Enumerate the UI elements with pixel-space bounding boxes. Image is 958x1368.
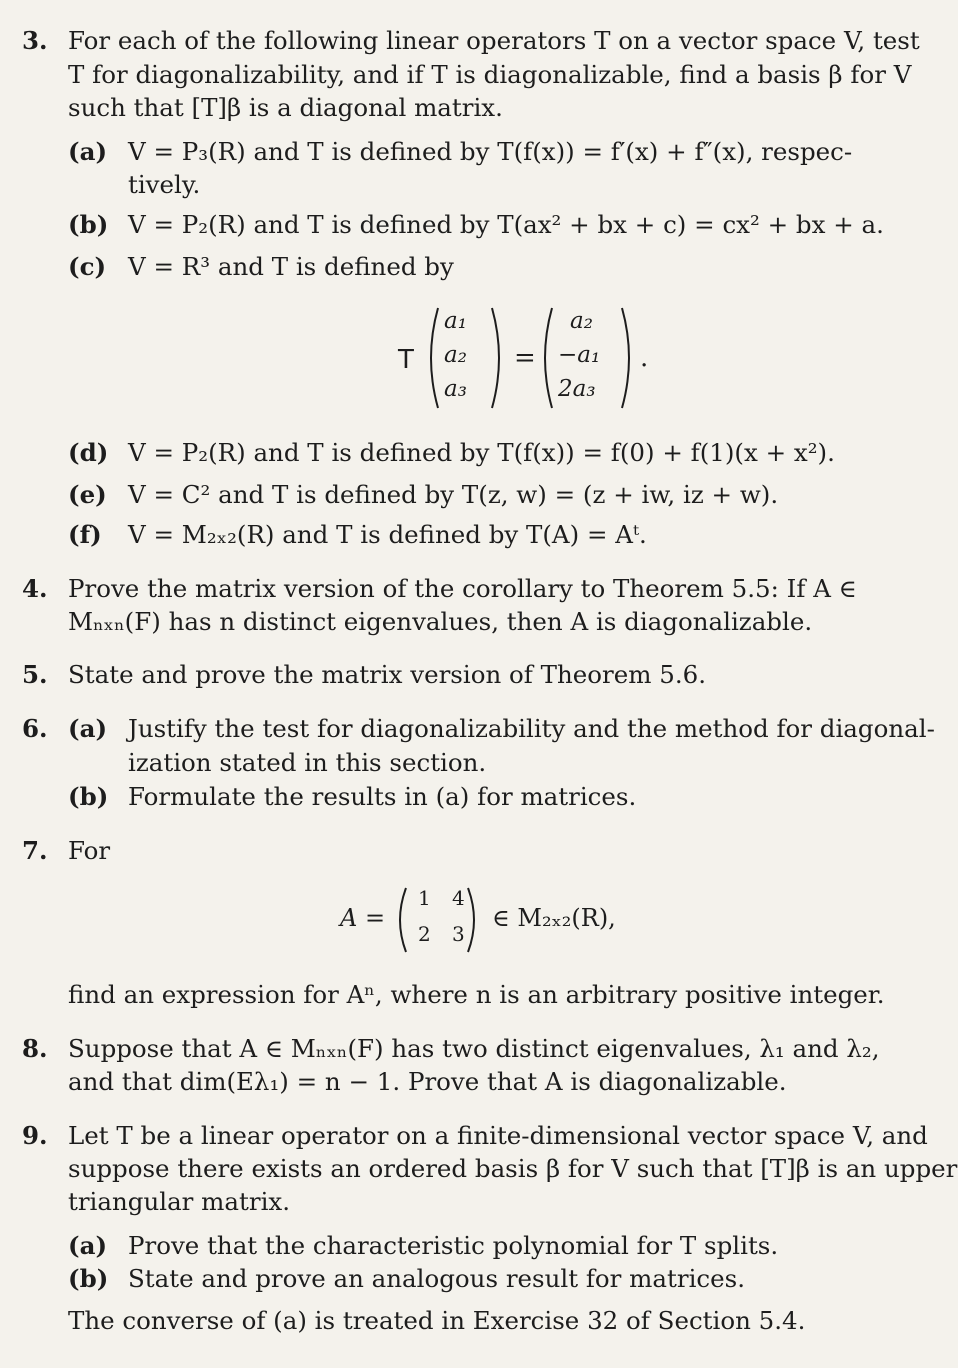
part-label: (a) xyxy=(68,137,108,166)
part-label: (b) xyxy=(68,210,109,239)
matrix-A-definition xyxy=(340,884,670,956)
part-text: V = M₂ₓ₂(R) and T is defined by T(A) = Aᵗ. xyxy=(128,520,647,549)
matrix-entry: 2 xyxy=(418,922,431,946)
matrix-entry: 1 xyxy=(418,886,431,910)
exercise-text-line: triangular matrix. xyxy=(68,1187,291,1216)
part-label: (a) xyxy=(68,714,108,743)
exercise-text-line: Suppose that A ∈ Mₙₓₙ(F) has two distinct eigenvalues, λ₁ and λ₂, xyxy=(68,1034,880,1063)
exercise-text-line: State and prove the matrix version of Theorem 5.6. xyxy=(68,660,706,689)
part-text: V = P₂(R) and T is defined by T(ax² + bx + c) = cx² + bx + a. xyxy=(128,210,884,239)
matrix-rhs-entry: a₂ xyxy=(570,308,593,334)
exercise-number: 4. xyxy=(22,574,48,603)
exercise-number: 8. xyxy=(22,1034,48,1063)
exercise-text-line: find an expression for Aⁿ, where n is an arbitrary positive integer. xyxy=(68,980,885,1009)
exercise-note: The converse of (a) is treated in Exercise 32 of Section 5.4. xyxy=(68,1306,806,1335)
matrix-lhs-entry: a₃ xyxy=(444,376,467,402)
exercise-text-line: such that [T]β is a diagonal matrix. xyxy=(68,93,503,122)
matrix-entry: 4 xyxy=(452,886,465,910)
part-label: (b) xyxy=(68,782,109,811)
svg-text:T: T xyxy=(398,345,414,375)
part-label: (f) xyxy=(68,520,102,549)
matrix-equation xyxy=(390,302,720,414)
exercise-number: 9. xyxy=(22,1121,48,1150)
exercise-number: 6. xyxy=(22,714,48,743)
part-text: V = P₂(R) and T is defined by T(f(x)) = f(0) + f(1)(x + x²). xyxy=(128,438,835,467)
part-label: (a) xyxy=(68,1231,108,1260)
part-text: Formulate the results in (a) for matrices. xyxy=(128,782,637,811)
matrix-rhs-entry: −a₁ xyxy=(558,342,601,368)
matrix-brackets xyxy=(394,884,494,956)
part-label: (b) xyxy=(68,1264,109,1293)
exercise-number: 3. xyxy=(22,26,48,55)
part-text: ization stated in this section. xyxy=(128,748,487,777)
matrix-lhs-entry: a₁ xyxy=(444,308,467,334)
matrix-lhs-entry: a₂ xyxy=(444,342,467,368)
part-text: V = P₃(R) and T is defined by T(f(x)) = f′(x) + f″(x), respec- xyxy=(128,137,853,166)
matrix-name: A = xyxy=(340,904,386,932)
exercise-text-line: T for diagonalizability, and if T is diagonalizable, find a basis β for V xyxy=(68,60,912,89)
exercise-text-line: Mₙₓₙ(F) has n distinct eigenvalues, then A is diagonalizable. xyxy=(68,607,813,636)
exercise-text-line: For xyxy=(68,836,111,865)
svg-text:=: = xyxy=(514,343,536,373)
exercise-text-line: Let T be a linear operator on a finite-dimensional vector space V, and xyxy=(68,1121,928,1150)
part-text: V = C² and T is defined by T(z, w) = (z + iw, iz + w). xyxy=(128,480,779,509)
exercise-text-line: suppose there exists an ordered basis β for V such that [T]β is an upper xyxy=(68,1154,958,1183)
exercise-text-line: Prove the matrix version of the corollary to Theorem 5.5: If A ∈ xyxy=(68,574,857,603)
part-text: Justify the test for diagonalizability and the method for diagonal- xyxy=(128,714,935,743)
matrix-entry: 3 xyxy=(452,922,465,946)
matrix-space: ∈ M₂ₓ₂(R), xyxy=(492,904,616,932)
part-label: (e) xyxy=(68,480,107,509)
part-text: State and prove an analogous result for matrices. xyxy=(128,1264,745,1293)
exercise-text-line: For each of the following linear operators T on a vector space V, test xyxy=(68,26,920,55)
part-text: tively. xyxy=(128,170,201,199)
matrix-rhs-entry: 2a₃ xyxy=(558,376,596,402)
part-text: V = R³ and T is defined by xyxy=(128,252,454,281)
part-label: (d) xyxy=(68,438,109,467)
exercise-number: 7. xyxy=(22,836,48,865)
svg-text:.: . xyxy=(640,343,649,373)
part-label: (c) xyxy=(68,252,107,281)
matrix-brackets xyxy=(390,302,720,414)
exercise-text-line: and that dim(Eλ₁) = n − 1. Prove that A is diagonalizable. xyxy=(68,1067,787,1096)
part-text: Prove that the characteristic polynomial for T splits. xyxy=(128,1231,779,1260)
exercise-number: 5. xyxy=(22,660,48,689)
